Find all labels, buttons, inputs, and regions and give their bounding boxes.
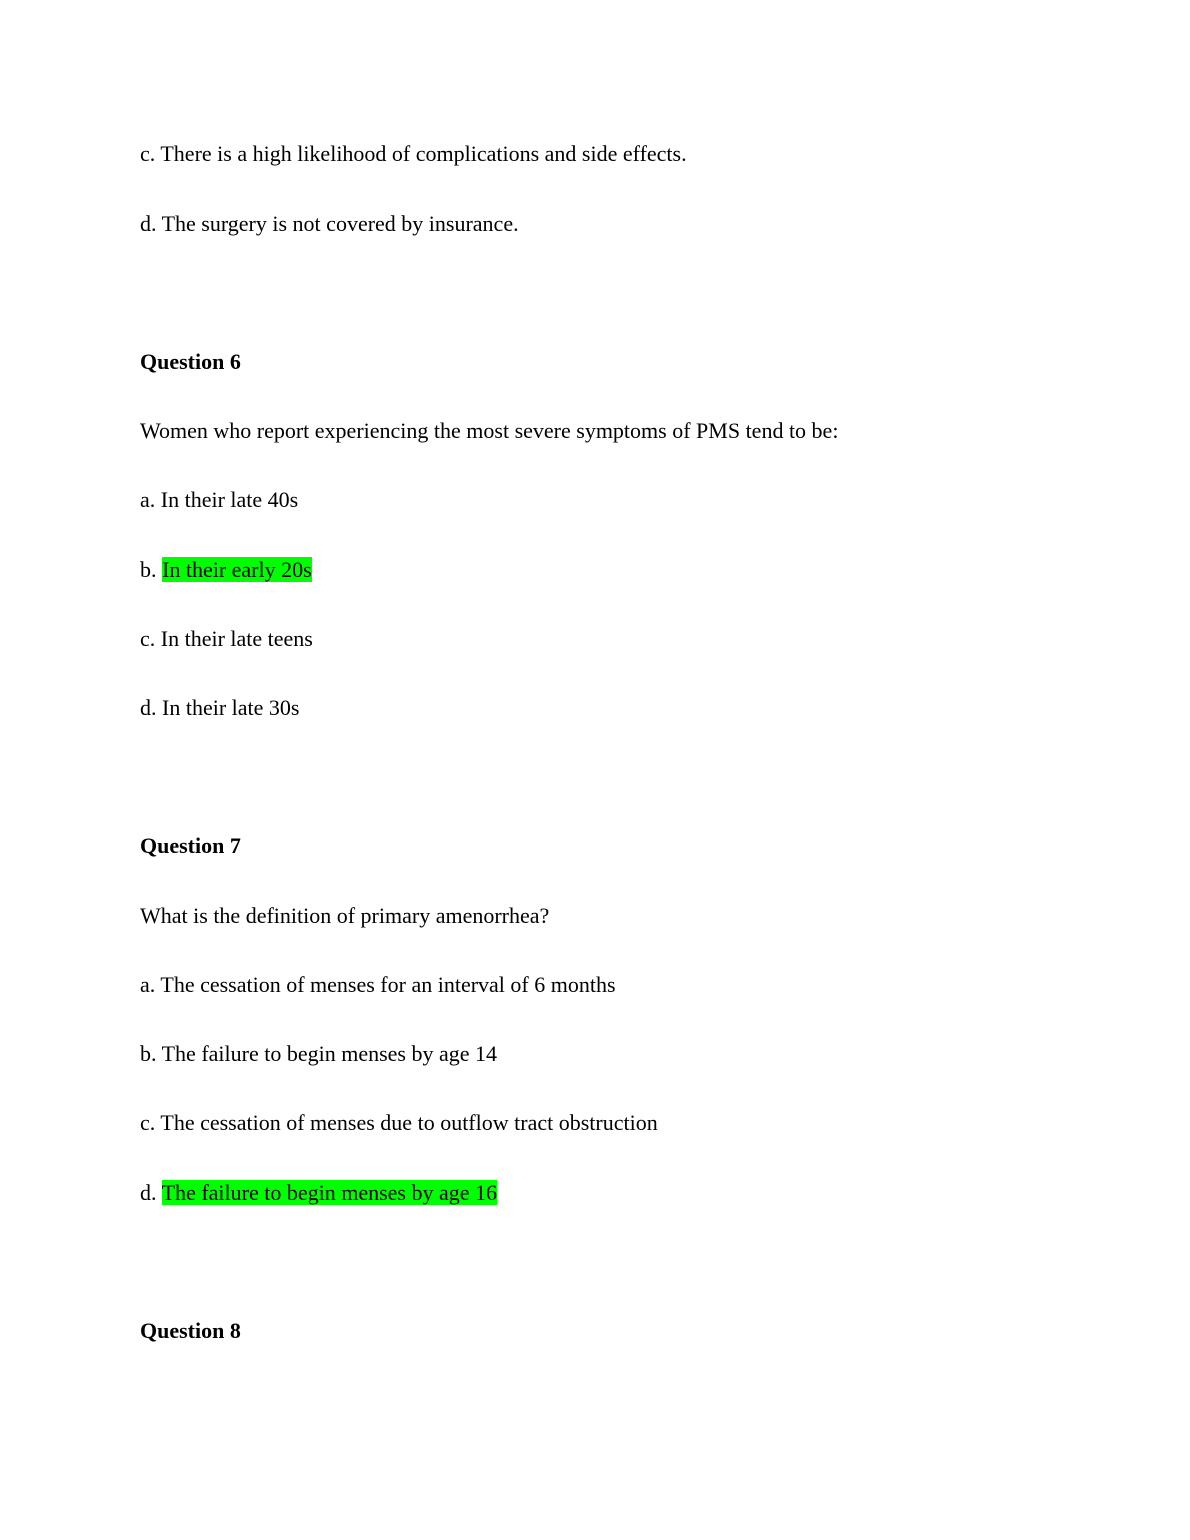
option-letter: d.	[140, 1180, 157, 1205]
option-letter: c.	[140, 1110, 156, 1135]
option-text: The cessation of menses due to outflow tract obstruction	[160, 1110, 658, 1135]
option-text: In their late teens	[160, 626, 313, 651]
question-6-option-b	[140, 557, 312, 583]
option-text: The cessation of menses for an interval of 6 months	[160, 972, 616, 997]
option-letter: a.	[140, 972, 156, 997]
question-6-prompt: Women who report experiencing the most severe symptoms of PMS tend to be:	[140, 418, 839, 443]
option-text: The failure to begin menses by age 14	[161, 1041, 498, 1066]
option-letter: a.	[140, 487, 156, 512]
option-letter: c.	[140, 626, 156, 651]
option-letter: b.	[140, 1041, 157, 1066]
question-8-heading: Question 8	[140, 1318, 241, 1343]
question-7-option-d	[140, 1180, 497, 1206]
option-c-previous-question: c. There is a high likelihood of complications and side effects.	[140, 141, 687, 166]
question-7-heading: Question 7	[140, 833, 241, 858]
highlighted-answer: In their early 20s	[162, 557, 312, 582]
question-7-prompt: What is the definition of primary amenorrhea?	[140, 903, 550, 928]
highlighted-answer: The failure to begin menses by age 16	[161, 1180, 498, 1205]
option-letter: d.	[140, 695, 157, 720]
question-6-option-a	[140, 487, 298, 513]
option-text: In their late 40s	[160, 487, 299, 512]
question-6-heading: Question 6	[140, 349, 241, 374]
question-7-option-c	[140, 1110, 658, 1136]
option-letter: b.	[140, 557, 157, 582]
question-6-option-c	[140, 626, 313, 652]
question-6-option-d	[140, 695, 299, 721]
option-d-previous-question: d. The surgery is not covered by insurance.	[140, 211, 519, 236]
question-7-option-a	[140, 972, 616, 998]
question-7-option-b	[140, 1041, 497, 1067]
option-text: In their late 30s	[162, 695, 300, 720]
